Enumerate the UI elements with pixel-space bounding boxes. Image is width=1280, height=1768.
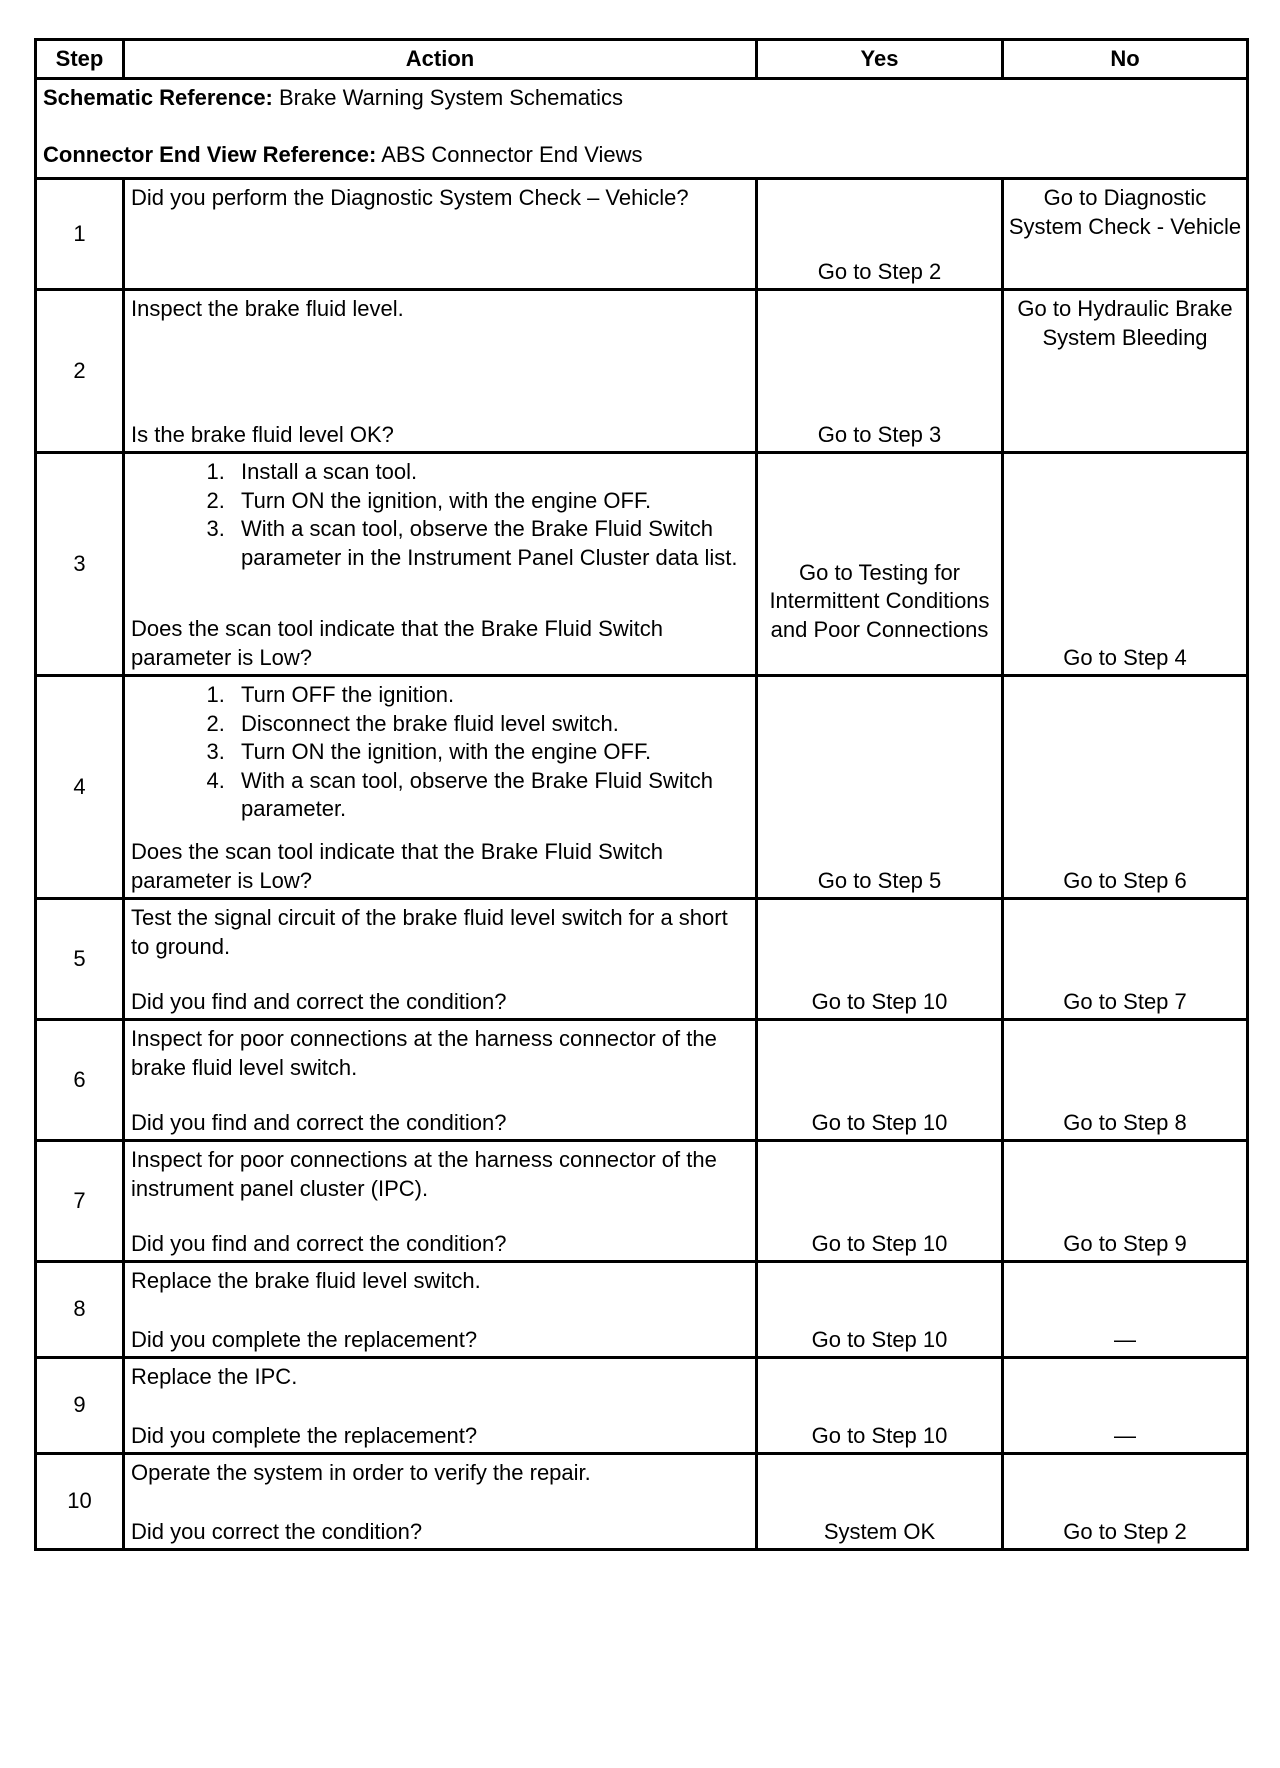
table-row [36, 290, 1248, 453]
no-result [1003, 1454, 1248, 1550]
connector-reference-link[interactable]: ABS Connector End Views [376, 141, 643, 167]
no-link[interactable]: Go to Hydraulic Brake System Bleeding [1017, 296, 1233, 350]
table-row [36, 179, 1248, 290]
header-step: Step [36, 40, 124, 79]
yes-result [757, 453, 1003, 676]
action-text: Replace the IPC. [131, 1364, 298, 1389]
action-cell [124, 1020, 757, 1141]
header-action: Action [124, 40, 757, 79]
table-row [36, 1454, 1248, 1550]
action-question: Is the brake fluid level OK? [131, 421, 394, 447]
action-question: Did you find and correct the condition? [131, 1109, 507, 1135]
action-question: Did you find and correct the condition? [131, 1230, 507, 1256]
yes-link[interactable]: Go to Step 10 [811, 1230, 948, 1256]
no-link[interactable]: Go to Step 9 [1063, 1230, 1187, 1256]
reference-row [36, 79, 1248, 179]
step-number: 8 [36, 1262, 124, 1358]
no-result [1003, 179, 1248, 290]
yes-link[interactable]: Go to Step 10 [811, 1109, 948, 1135]
action-text: Replace the brake fluid level switch. [131, 1268, 481, 1293]
action-text: Did you perform the Diagnostic System Check – Vehicle? [131, 185, 689, 210]
yes-link[interactable]: Go to Testing for Intermittent Conditions and Poor Connections [769, 559, 990, 642]
reference-cell [36, 79, 1248, 179]
action-text: Inspect the brake fluid level. [131, 296, 404, 321]
no-result [1003, 290, 1248, 453]
no-link[interactable]: Go to Step 7 [1063, 988, 1187, 1014]
step-number: 5 [36, 899, 124, 1020]
action-text: Inspect for poor connections at the harness connector of the instrument panel cluster (IPC). [131, 1147, 717, 1201]
no-link[interactable]: Go to Step 4 [1063, 644, 1187, 670]
no-link[interactable]: Go to Diagnostic System Check - Vehicle [1008, 185, 1242, 239]
table-row [36, 899, 1248, 1020]
action-cell [124, 453, 757, 676]
no-result [1003, 1020, 1248, 1141]
header-row [36, 40, 1248, 79]
no-dash: — [1114, 1422, 1136, 1448]
yes-link[interactable]: Go to Step 5 [817, 867, 942, 893]
table-row [36, 1262, 1248, 1358]
no-result [1003, 899, 1248, 1020]
yes-link[interactable]: Go to Step 2 [817, 258, 942, 284]
header-no: No [1003, 40, 1248, 79]
no-result [1003, 453, 1248, 676]
step-number: 1 [36, 179, 124, 290]
table-row [36, 676, 1248, 899]
yes-result [757, 1262, 1003, 1358]
action-cell [124, 179, 757, 290]
diagnostic-table [34, 38, 1249, 1551]
no-result [1003, 676, 1248, 899]
table-row [36, 1358, 1248, 1454]
step-number: 4 [36, 676, 124, 899]
schematic-reference [43, 84, 1240, 113]
action-question: Did you complete the replacement? [131, 1422, 478, 1448]
action-text: Inspect for poor connections at the harness connector of the brake fluid level switch. [131, 1026, 717, 1080]
yes-result [757, 179, 1003, 290]
action-cell [124, 1358, 757, 1454]
yes-link[interactable]: System OK [823, 1518, 936, 1544]
step-number: 9 [36, 1358, 124, 1454]
action-step-item: 1. Turn OFF the ignition. [231, 681, 749, 710]
action-cell [124, 1262, 757, 1358]
connector-reference [43, 141, 1240, 170]
action-cell [124, 1454, 757, 1550]
action-question: Did you find and correct the condition? [131, 988, 507, 1014]
header-yes: Yes [757, 40, 1003, 79]
action-step-item: 3. With a scan tool, observe the Brake Fluid Switch parameter in the Instrument Panel Cluster data list. [231, 515, 749, 572]
action-step-item: 4. With a scan tool, observe the Brake Fluid Switch parameter. [231, 767, 749, 824]
step-number: 3 [36, 453, 124, 676]
no-result [1003, 1358, 1248, 1454]
action-cell [124, 1141, 757, 1262]
action-cell [124, 676, 757, 899]
action-question: Does the scan tool indicate that the Brake Fluid Switch parameter is Low? [131, 616, 663, 670]
table-row [36, 1020, 1248, 1141]
action-question: Does the scan tool indicate that the Brake Fluid Switch parameter is Low? [131, 839, 663, 893]
step-number: 6 [36, 1020, 124, 1141]
no-link[interactable]: Go to Step 8 [1063, 1109, 1187, 1135]
diagnostic-table-sheet [34, 38, 1249, 1551]
step-number: 7 [36, 1141, 124, 1262]
yes-link[interactable]: Go to Step 10 [811, 1326, 948, 1352]
table-row [36, 1141, 1248, 1262]
action-cell [124, 290, 757, 453]
action-text: Test the signal circuit of the brake fluid level switch for a short to ground. [131, 905, 728, 959]
action-steps-list [131, 458, 749, 572]
action-step-item: 2. Turn ON the ignition, with the engine OFF. [231, 487, 749, 516]
action-question: Did you complete the replacement? [131, 1326, 478, 1352]
yes-result [757, 1020, 1003, 1141]
connector-reference-label: Connector End View Reference: [43, 141, 377, 167]
step-number: 2 [36, 290, 124, 453]
action-question: Did you correct the condition? [131, 1518, 423, 1544]
no-link[interactable]: Go to Step 6 [1063, 867, 1187, 893]
action-step-item: 3. Turn ON the ignition, with the engine OFF. [231, 738, 749, 767]
yes-link[interactable]: Go to Step 10 [811, 1422, 948, 1448]
yes-result [757, 290, 1003, 453]
action-text: Operate the system in order to verify the repair. [131, 1460, 591, 1485]
yes-result [757, 1141, 1003, 1262]
schematic-reference-link[interactable]: Brake Warning System Schematics [272, 85, 623, 110]
action-steps-list [131, 681, 749, 824]
step-number: 10 [36, 1454, 124, 1550]
yes-link[interactable]: Go to Step 3 [817, 421, 942, 447]
schematic-reference-label: Schematic Reference: [43, 85, 273, 110]
yes-result [757, 676, 1003, 899]
no-dash: — [1114, 1326, 1136, 1352]
no-link[interactable]: Go to Step 2 [1063, 1518, 1187, 1544]
yes-link[interactable]: Go to Step 10 [811, 988, 948, 1014]
no-result [1003, 1262, 1248, 1358]
no-result [1003, 1141, 1248, 1262]
table-row [36, 453, 1248, 676]
action-cell [124, 899, 757, 1020]
yes-result [757, 1358, 1003, 1454]
yes-result [757, 1454, 1003, 1550]
action-step-item: 1. Install a scan tool. [231, 458, 749, 487]
action-step-item: 2. Disconnect the brake fluid level switch. [231, 710, 749, 739]
yes-result [757, 899, 1003, 1020]
